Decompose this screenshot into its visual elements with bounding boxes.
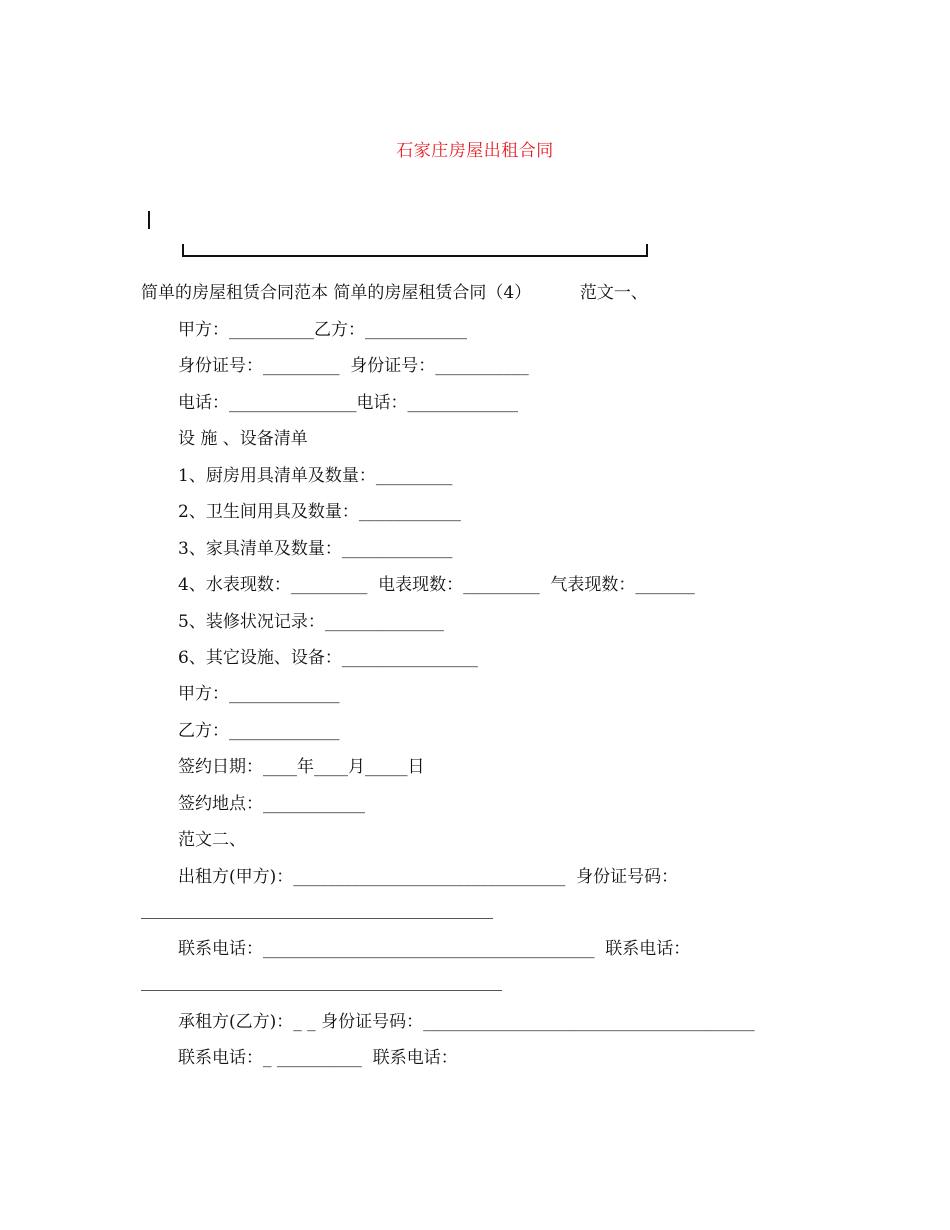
party-b-sign-line: 乙方：_____________	[178, 721, 340, 741]
lessor-phone-rule	[141, 990, 502, 991]
document-title: 石家庄房屋出租合同	[396, 141, 554, 161]
sample-two-heading: 范文二、	[178, 830, 246, 850]
party-a-sign-line: 甲方：_____________	[178, 684, 340, 704]
phone-line: 电话：_______________电话：_____________	[178, 393, 518, 413]
party-line: 甲方：__________乙方：____________	[178, 320, 467, 340]
header-bracket-line	[182, 244, 648, 257]
decoration-record-line: 5、装修状况记录：______________	[178, 612, 444, 632]
facilities-heading: 设 施 、设备清单	[178, 429, 308, 449]
other-facilities-line: 6、其它设施、设备：________________	[178, 648, 478, 668]
furniture-items-line: 3、家具清单及数量：_____________	[178, 539, 453, 559]
lessor-line: 出租方(甲方)：________________________________ 身份证号码：	[178, 867, 679, 887]
lessee-line: 承租方(乙方)：_ _ 身份证号码：_______________________________________	[178, 1012, 755, 1032]
intro-line: 简单的房屋租赁合同范本 简单的房屋租赁合同（4） 范文一、	[141, 283, 648, 303]
kitchen-items-line: 1、厨房用具清单及数量：_________	[178, 466, 453, 486]
meter-readings-line: 4、水表现数：_________ 电表现数：_________ 气表现数：_______	[178, 575, 695, 595]
id-number-line: 身份证号：_________ 身份证号：___________	[178, 356, 529, 376]
lessee-phone-line: 联系电话：_ __________ 联系电话：	[178, 1048, 458, 1068]
sign-date-line: 签约日期：____年____月_____日	[178, 757, 425, 777]
lessor-id-rule	[141, 918, 493, 919]
sign-place-line: 签约地点：____________	[178, 794, 365, 814]
text-cursor	[148, 211, 150, 229]
bathroom-items-line: 2、卫生间用具及数量：____________	[178, 502, 461, 522]
lessor-phone-line: 联系电话：_______________________________________ 联系电话：	[178, 939, 691, 959]
